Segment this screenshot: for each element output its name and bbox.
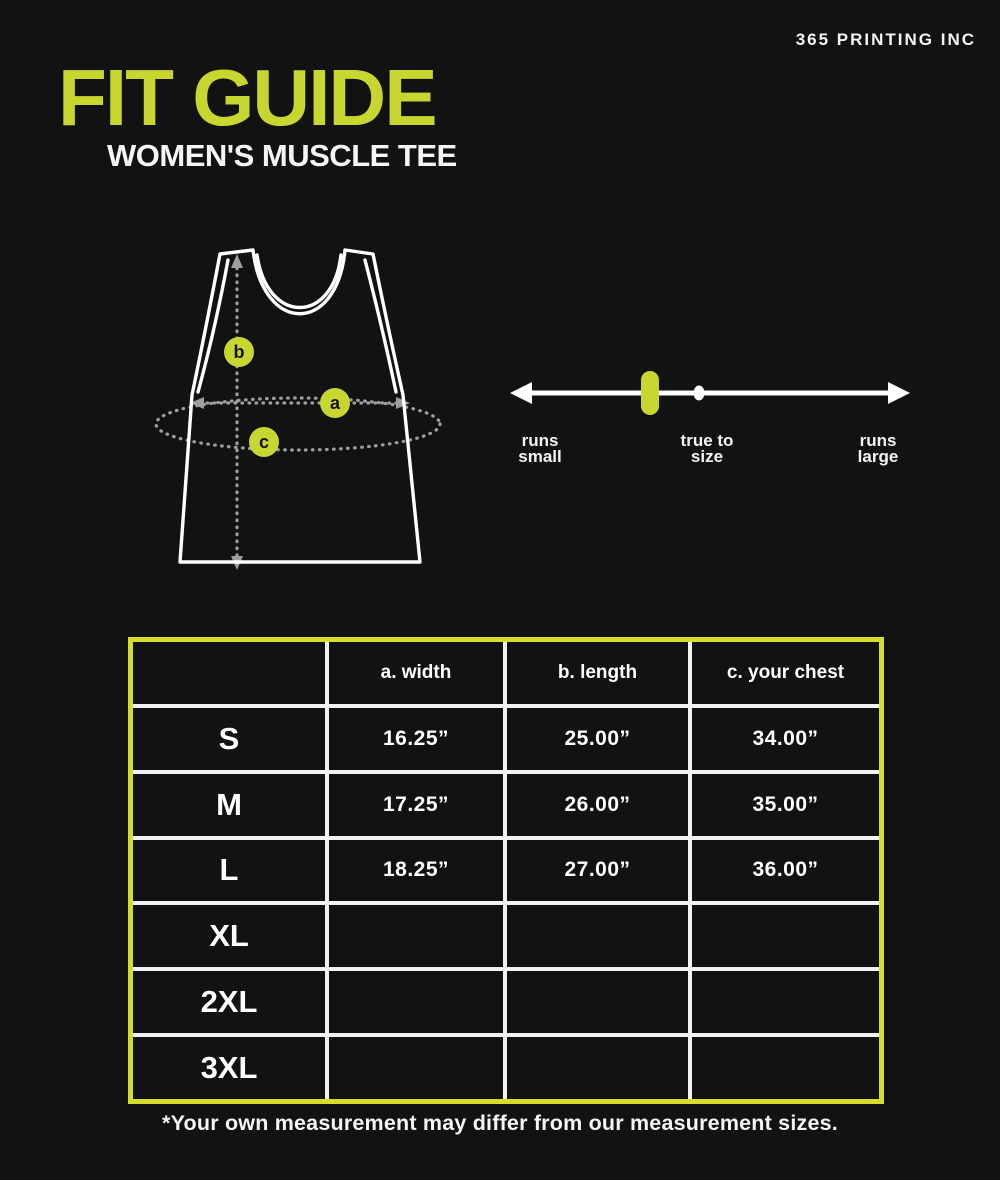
footnote: *Your own measurement may differ from our measurement sizes. [162,1111,838,1135]
marker-a [320,388,350,418]
page-subtitle: WOMEN'S MUSCLE TEE [107,138,457,173]
size-label-xl: XL [133,905,325,967]
value-m-length: 26.00” [507,774,688,836]
size-label-3xl: 3XL [133,1037,325,1099]
marker-b [224,337,254,367]
value-3xl-width [329,1037,503,1099]
value-xl-width [329,905,503,967]
scale-label-runs-large [828,433,928,465]
value-m-width: 17.25” [329,774,503,836]
scale-label-line: small [518,447,562,466]
size-label-2xl: 2XL [133,971,325,1033]
scale-label-line: runs [859,431,897,450]
value-s-chest: 34.00” [692,708,879,770]
tee-outline [180,250,420,562]
value-m-chest: 35.00” [692,774,879,836]
value-2xl-chest [692,971,879,1033]
size-label-l: L [133,840,325,902]
value-xl-chest [692,905,879,967]
table-header-width: a. width [329,642,503,704]
page-title: FIT GUIDE [58,53,436,142]
scale-label-line: size [690,447,724,466]
table-header-blank [133,642,325,704]
value-l-width: 18.25” [329,840,503,902]
brand-name: 365 PRINTING INC [795,30,976,49]
value-s-length: 25.00” [507,708,688,770]
value-xl-length [507,905,688,967]
arrow-left-icon [510,382,532,404]
scale-label-line: true to [680,431,734,450]
fit-position-marker [641,371,659,415]
scale-label-true-to-size [657,433,757,465]
value-l-chest: 36.00” [692,840,879,902]
muscle-tee-diagram [140,240,460,580]
table-header-chest: c. your chest [692,642,879,704]
size-table [128,637,884,1104]
tee-right-armhole-line [365,260,396,392]
arrow-up-icon [231,254,243,268]
value-2xl-width [329,971,503,1033]
fit-scale [505,365,915,421]
marker-c [249,427,279,457]
scale-label-line: runs [521,431,559,450]
value-3xl-chest [692,1037,879,1099]
table-header-length: b. length [507,642,688,704]
marker-a-letter: a [329,393,341,413]
true-to-size-dot [694,386,705,401]
size-label-m: M [133,774,325,836]
marker-c-letter: c [258,432,270,452]
value-l-length: 27.00” [507,840,688,902]
arrow-right-icon [888,382,910,404]
value-2xl-length [507,971,688,1033]
scale-label-line: large [857,447,899,466]
tee-left-armhole-line [198,260,228,392]
size-label-s: S [133,708,325,770]
value-3xl-length [507,1037,688,1099]
scale-label-runs-small [495,433,585,465]
value-s-width: 16.25” [329,708,503,770]
marker-b-letter: b [233,342,245,362]
